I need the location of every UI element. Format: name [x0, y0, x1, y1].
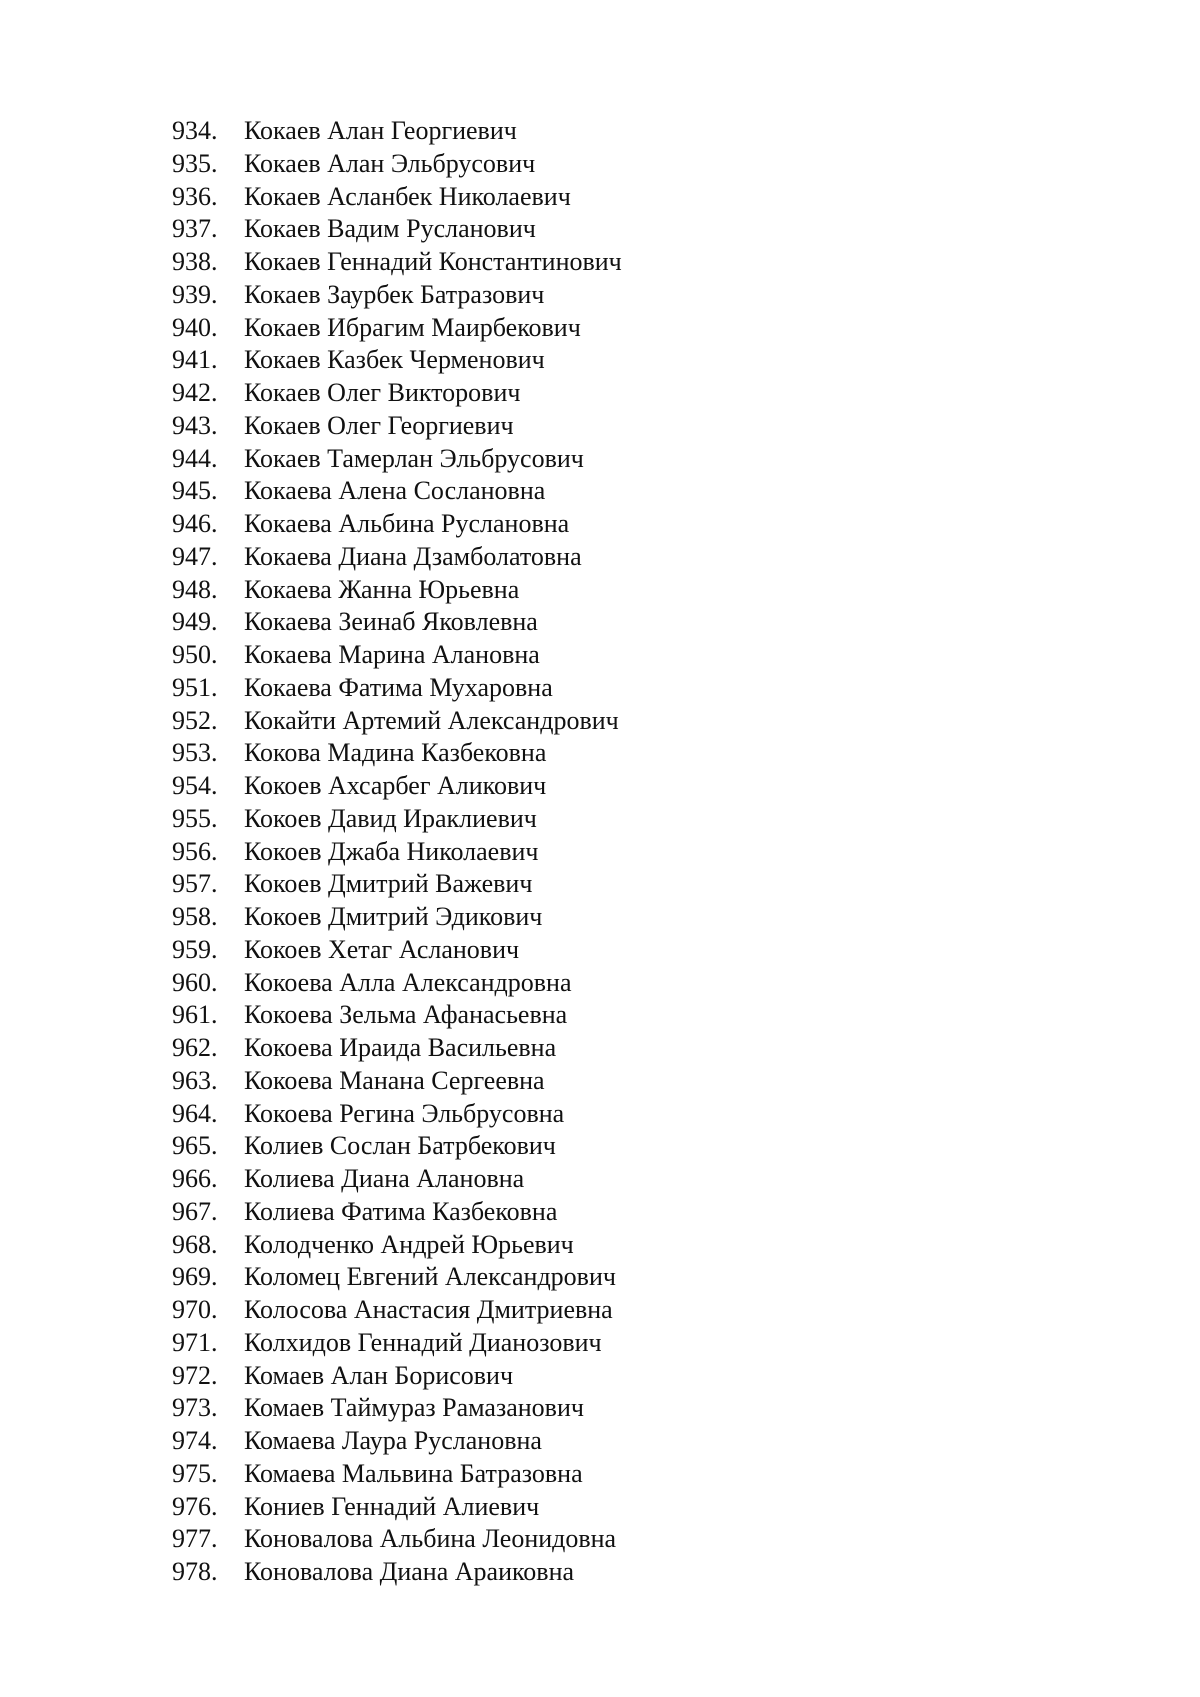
list-item: [172, 411, 622, 444]
entry-name: Колиева Фатима Казбековна: [244, 1196, 558, 1226]
list-item: [172, 1131, 622, 1164]
entry-name: Колхидов Геннадий Дианозович: [244, 1327, 602, 1357]
entry-number: 968.: [172, 1229, 218, 1259]
entry-number: 942.: [172, 378, 218, 407]
list-item: [172, 280, 622, 313]
entry-name: Кокаев Олег Георгиевич: [244, 410, 514, 440]
list-item: [172, 738, 622, 771]
list-item: [172, 149, 622, 182]
entry-name: Коновалова Диана Араиковна: [244, 1557, 575, 1586]
list-item: [172, 1295, 622, 1328]
entry-name: Кокаев Заурбек Батразович: [244, 279, 545, 309]
entry-number: 937.: [172, 214, 218, 244]
list-item: [172, 345, 622, 378]
entry-name: Кокоев Давид Ираклиевич: [244, 803, 537, 833]
list-item: [172, 1557, 622, 1590]
list-item: [172, 1524, 622, 1557]
entry-number: 951.: [172, 672, 218, 702]
list-item: [172, 1262, 622, 1295]
list-item: [172, 706, 622, 739]
entry-name: Кокаева Альбина Руслановна: [244, 509, 570, 538]
list-item: [172, 771, 622, 804]
entry-name: Кокаева Марина Алановна: [244, 640, 540, 669]
list-item: [172, 1393, 622, 1426]
entry-number: 978.: [172, 1557, 218, 1586]
entry-number: 940.: [172, 312, 218, 342]
list-item: [172, 476, 622, 509]
entry-number: 963.: [172, 1065, 218, 1095]
entry-number: 964.: [172, 1098, 218, 1128]
entry-number: 948.: [172, 574, 218, 604]
list-item: [172, 509, 622, 542]
entry-number: 944.: [172, 443, 218, 473]
list-item: [172, 640, 622, 673]
entry-number: 958.: [172, 902, 218, 931]
list-item: [172, 968, 622, 1001]
entry-name: Кокоева Регина Эльбрусовна: [244, 1098, 565, 1128]
list-item: [172, 575, 622, 608]
entry-name: Кокаев Казбек Черменович: [244, 345, 545, 375]
list-item: [172, 804, 622, 837]
entry-number: 939.: [172, 279, 218, 309]
list-item: [172, 378, 622, 411]
entry-name: Кокаева Диана Дзамболатовна: [244, 541, 582, 571]
entry-number: 946.: [172, 509, 218, 538]
entry-name: Кокова Мадина Казбековна: [244, 738, 547, 768]
entry-name: Комаев Таймураз Рамазанович: [244, 1393, 584, 1423]
entry-name: Кокаев Ибрагим Маирбекович: [244, 312, 581, 342]
entry-number: 961.: [172, 1000, 218, 1030]
list-item: [172, 1328, 622, 1361]
list-item: [172, 869, 622, 902]
list-item: [172, 444, 622, 477]
entry-name: Кокаева Фатима Мухаровна: [244, 672, 553, 702]
entry-name: Комаев Алан Борисович: [244, 1360, 514, 1390]
entry-name: Комаева Лаура Руслановна: [244, 1426, 542, 1455]
entry-number: 967.: [172, 1196, 218, 1226]
entry-name: Кокаев Тамерлан Эльбрусович: [244, 443, 584, 473]
entry-number: 941.: [172, 345, 218, 375]
entry-name: Кониев Геннадий Алиевич: [244, 1491, 540, 1521]
entry-name: Кокаев Олег Викторович: [244, 378, 521, 407]
list-item: [172, 1361, 622, 1394]
entry-number: 975.: [172, 1458, 218, 1488]
entry-name: Колиев Сослан Батрбекович: [244, 1131, 556, 1161]
list-item: [172, 1000, 622, 1033]
list-item: [172, 1492, 622, 1525]
list-item: [172, 837, 622, 870]
list-item: [172, 1230, 622, 1263]
entry-name: Кокаев Геннадий Константинович: [244, 247, 622, 276]
entry-number: 970.: [172, 1295, 218, 1324]
entry-name: Кокаева Зеинаб Яковлевна: [244, 607, 538, 637]
entry-name: Кокаева Алена Сослановна: [244, 476, 546, 506]
entry-number: 972.: [172, 1360, 218, 1390]
entry-name: Колосова Анастасия Дмитриевна: [244, 1295, 613, 1324]
entry-name: Кокоев Дмитрий Важевич: [244, 869, 533, 899]
entry-number: 962.: [172, 1033, 218, 1062]
list-item: [172, 542, 622, 575]
entry-name: Кокаев Асланбек Николаевич: [244, 181, 571, 211]
list-item: [172, 1164, 622, 1197]
list-item: [172, 1426, 622, 1459]
entry-number: 935.: [172, 148, 218, 178]
entry-name: Кокаев Алан Георгиевич: [244, 116, 517, 145]
entry-name: Кокоев Джаба Николаевич: [244, 836, 539, 866]
entry-number: 959.: [172, 934, 218, 964]
list-item: [172, 1066, 622, 1099]
list-item: [172, 607, 622, 640]
entry-number: 956.: [172, 836, 218, 866]
entry-number: 974.: [172, 1426, 218, 1455]
entry-number: 965.: [172, 1131, 218, 1161]
entry-name: Кокайти Артемий Александрович: [244, 705, 619, 735]
entry-number: 949.: [172, 607, 218, 637]
entry-name: Колодченко Андрей Юрьевич: [244, 1229, 574, 1259]
entry-name: Кокаева Жанна Юрьевна: [244, 574, 520, 604]
list-item: [172, 902, 622, 935]
entry-number: 952.: [172, 705, 218, 735]
entry-name: Кокаев Вадим Русланович: [244, 214, 536, 244]
entry-number: 976.: [172, 1491, 218, 1521]
entry-name: Коновалова Альбина Леонидовна: [244, 1524, 617, 1554]
entry-number: 947.: [172, 541, 218, 571]
list-item: [172, 673, 622, 706]
list-item: [172, 1099, 622, 1132]
entry-name: Кокоев Хетаг Асланович: [244, 934, 520, 964]
list-item: [172, 247, 622, 280]
name-list: [172, 116, 622, 1590]
entry-name: Кокоева Алла Александровна: [244, 967, 572, 997]
entry-name: Колиева Диана Алановна: [244, 1164, 525, 1193]
entry-name: Кокаев Алан Эльбрусович: [244, 148, 536, 178]
entry-number: 971.: [172, 1327, 218, 1357]
entry-number: 953.: [172, 738, 218, 768]
entry-number: 957.: [172, 869, 218, 899]
entry-number: 938.: [172, 247, 218, 276]
list-item: [172, 214, 622, 247]
list-item: [172, 116, 622, 149]
entry-name: Кокоева Ираида Васильевна: [244, 1033, 557, 1062]
entry-number: 969.: [172, 1262, 218, 1292]
list-item: [172, 935, 622, 968]
list-item: [172, 1197, 622, 1230]
entry-number: 945.: [172, 476, 218, 506]
entry-name: Кокоев Ахсарбег Аликович: [244, 771, 547, 800]
list-item: [172, 313, 622, 346]
entry-number: 943.: [172, 410, 218, 440]
entry-number: 960.: [172, 967, 218, 997]
entry-number: 934.: [172, 116, 218, 145]
entry-number: 966.: [172, 1164, 218, 1193]
entry-number: 973.: [172, 1393, 218, 1423]
entry-name: Коломец Евгений Александрович: [244, 1262, 616, 1292]
entry-number: 936.: [172, 181, 218, 211]
entry-name: Кокоева Манана Сергеевна: [244, 1065, 545, 1095]
list-item: [172, 1459, 622, 1492]
entry-number: 950.: [172, 640, 218, 669]
entry-name: Кокоева Зельма Афанасьевна: [244, 1000, 568, 1030]
entry-number: 977.: [172, 1524, 218, 1554]
entry-name: Комаева Мальвина Батразовна: [244, 1458, 583, 1488]
entry-number: 955.: [172, 803, 218, 833]
entry-number: 954.: [172, 771, 218, 800]
list-item: [172, 182, 622, 215]
entry-name: Кокоев Дмитрий Эдикович: [244, 902, 543, 931]
list-item: [172, 1033, 622, 1066]
